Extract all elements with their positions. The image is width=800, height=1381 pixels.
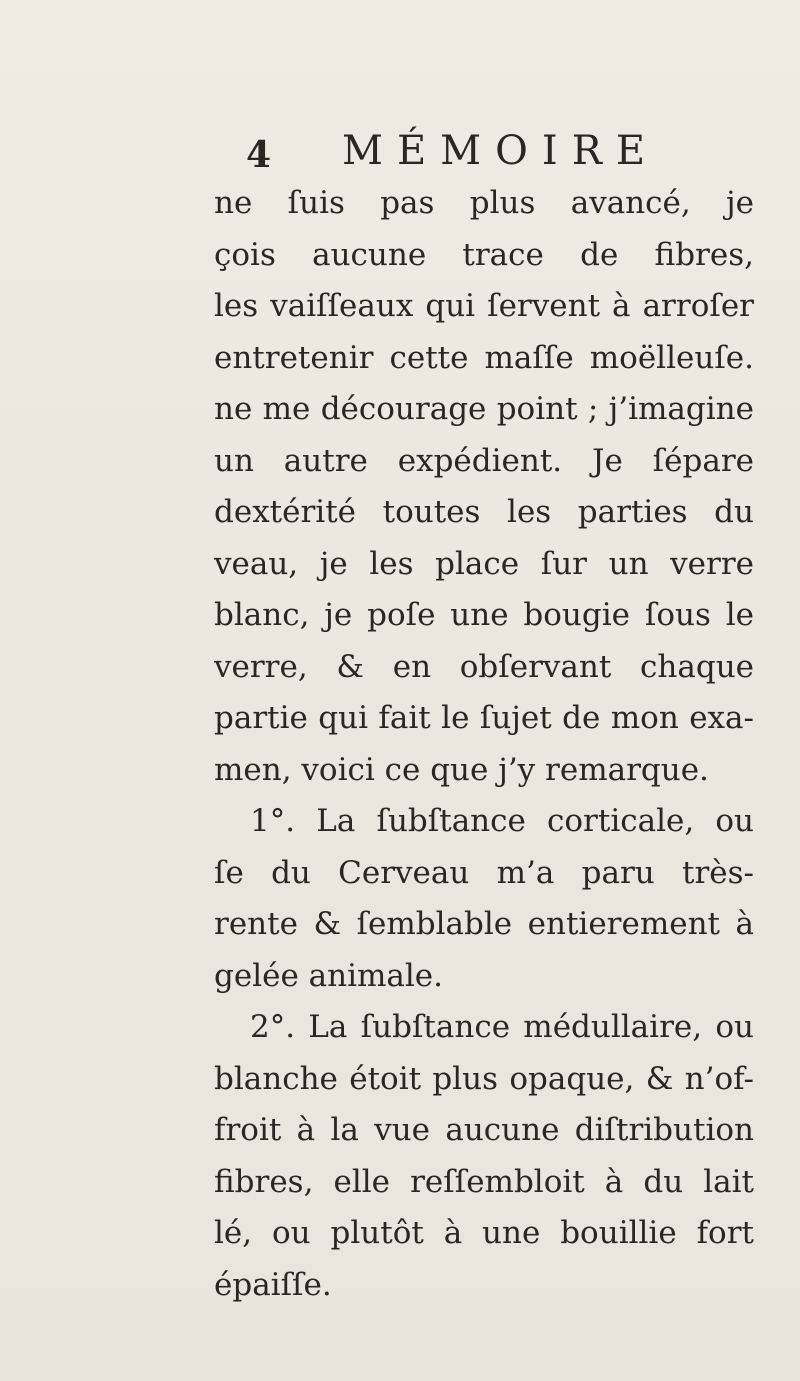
body-text bbox=[214, 178, 754, 1311]
text-line: çois aucune trace de fibres, bbox=[214, 236, 754, 273]
text-line: partie qui fait le ſujet de mon exa- bbox=[214, 700, 754, 736]
text-line: blanc, je poſe une bougie ſous le bbox=[214, 597, 754, 633]
text-line: ſe du Cerveau m’a paru très- bbox=[214, 854, 754, 891]
text-line: rente & ſemblable entierement à bbox=[214, 906, 754, 942]
text-line: ne me décourage point ; j’imagine bbox=[214, 391, 754, 427]
page-number: 4 bbox=[246, 134, 272, 176]
text-line: les vaiſſeaux qui ſervent à arroſer bbox=[214, 288, 754, 324]
text-line: dextérité toutes les parties du bbox=[214, 494, 754, 530]
text-line: men, voici ce que j’y remarque. bbox=[214, 751, 709, 788]
text-line: gelée animale. bbox=[214, 957, 444, 994]
text-line: froit à la vue aucune diſtribution bbox=[214, 1112, 754, 1148]
text-line: veau, je les place ſur un verre bbox=[214, 545, 754, 582]
text-line: un autre expédient. Je ſépare bbox=[214, 442, 754, 479]
text-line: épaiſſe. bbox=[214, 1266, 332, 1303]
running-title: MÉMOIRE bbox=[342, 128, 660, 174]
text-line: 2°. La ſubſtance médullaire, ou bbox=[250, 1009, 754, 1045]
text-line: fibres, elle reſſembloit à du lait bbox=[214, 1163, 754, 1200]
text-line: blanche étoit plus opaque, & n’of- bbox=[214, 1060, 754, 1097]
text-line: lé, ou plutôt à une bouillie fort bbox=[214, 1215, 754, 1251]
text-line: ne ſuis pas plus avancé, je bbox=[214, 185, 754, 221]
text-line: verre, & en obſervant chaque bbox=[214, 648, 754, 685]
text-line: entretenir cette maſſe moëlleuſe. bbox=[214, 339, 754, 376]
text-line: 1°. La ſubſtance corticale, ou bbox=[250, 803, 754, 839]
